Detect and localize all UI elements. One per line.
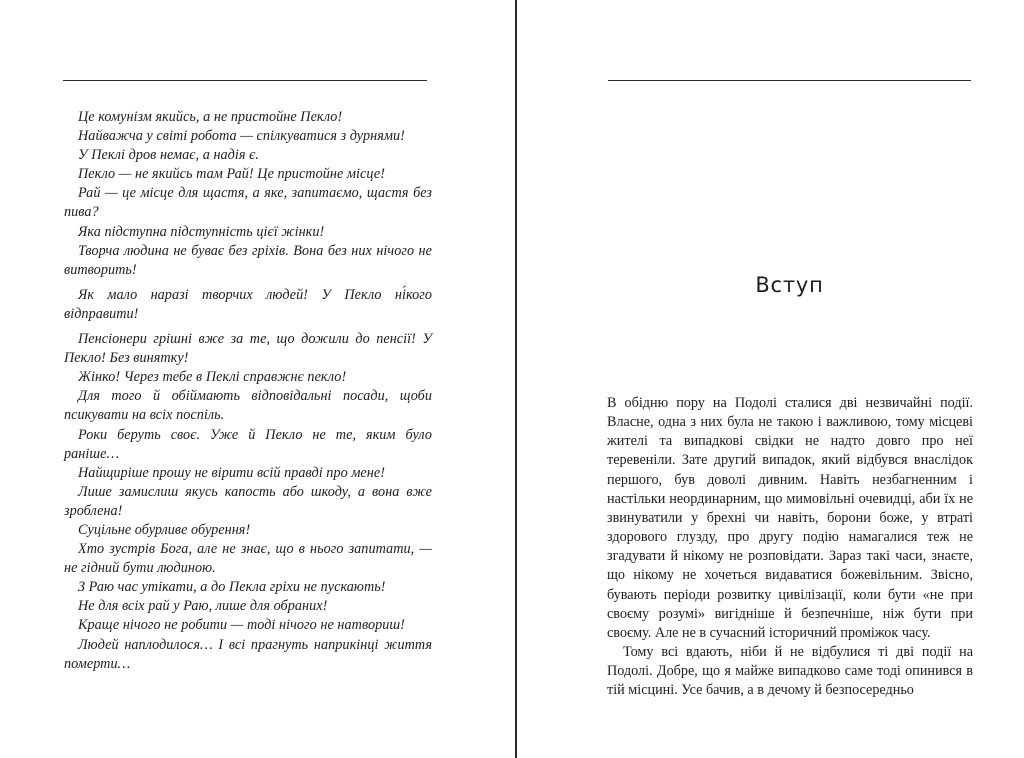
aphorism: У Пеклі дров немає, а надія є.: [78, 147, 259, 164]
aphorism: Яка підступна підступність цієї жінки!: [78, 223, 325, 240]
chapter-title: Вступ: [755, 273, 824, 297]
aphorism: Роки беруть своє. Уже й Пекло не те, яким було раніше…: [64, 426, 432, 462]
aphorism: Рай — це місце для щастя, а яке, запитаємо, щастя без пива?: [64, 185, 432, 221]
aphorism-list: [64, 108, 432, 674]
aphorism: Не для всіх рай у Раю, лише для обраних!: [78, 598, 328, 615]
right-page: [520, 0, 1024, 758]
aphorism: Жінко! Через тебе в Пеклі справжнє пекло!: [78, 369, 347, 386]
top-rule: [63, 80, 427, 81]
aphorism: Найважча у світі робота — спілкуватися з дурнями!: [78, 128, 405, 145]
aphorism: Краще нічого не робити — тоді нічого не натвориш!: [78, 617, 405, 634]
aphorism: Суцільне обурливе обурення!: [78, 521, 251, 538]
top-rule: [608, 80, 971, 81]
aphorism: Лише замислиш якусь капость або шкоду, а вона вже зроблена!: [64, 483, 432, 519]
aphorism: Як мало наразі творчих людей! У Пекло ні́кого відправити!: [64, 286, 432, 322]
aphorism: Пекло — не якийсь там Рай! Це пристойне місце!: [78, 166, 385, 183]
aphorism: Для того й обіймають відповідальні посади, щоби псикувати на всіх поспіль.: [64, 388, 432, 424]
paragraph: Тому всі вдають, ніби й не відбулися ті дві події на Подолі. Добре, що я майже випадково саме тоді опинився в тій місцині. Усе бачив, а в дечому й безпосередньо: [607, 644, 973, 699]
paragraph: В обідню пору на Подолі сталися дві незвичайні події. Власне, одна з них була не такою і важливою, тому місцеві жителі та випадкові свідки не надто довго про неї теревеніли. Зате другий випадок, який відбувся внаслідок першого, був доволі дивним. Навіть незбагненним і настільки неординарним, що мимовільні очевидці, аби їх не звинуватили у брехні чи навіть, борони боже, у втраті здорового глузду, про другу подію намагалися теж не згадувати й нікому не розповідати. Зараз такі часи, знаєте, що нікому не хочеться видаватися божевільним. Звісно, бувають періоди розвитку цивілізації, коли бути «не при своєму розумі» вигідніше й безпечніше, ніж бути при своєму. Але не в сучасний історичний проміжок часу.: [607, 395, 973, 641]
aphorism: З Раю час утікати, а до Пекла гріхи не пускають!: [78, 579, 386, 596]
aphorism: Пенсіонери грішні вже за те, що дожили до пенсії! У Пекло! Без винятку!: [64, 331, 432, 367]
aphorism: Людей наплодилося… І всі прагнуть наприкінці життя померти…: [64, 636, 432, 672]
aphorism: Найщиріше прошу не вірити всій правді про мене!: [78, 464, 385, 481]
aphorism: Це комунізм якийсь, а не пристойне Пекло!: [78, 109, 343, 125]
aphorism: Творча людина не буває без гріхів. Вона без них нічого не витворить!: [64, 242, 432, 278]
page-gutter: [515, 0, 517, 758]
aphorism: Хто зустрів Бога, але не знає, що в нього запитати, — не гідний бути людиною.: [64, 541, 432, 577]
chapter-body: [607, 394, 973, 701]
